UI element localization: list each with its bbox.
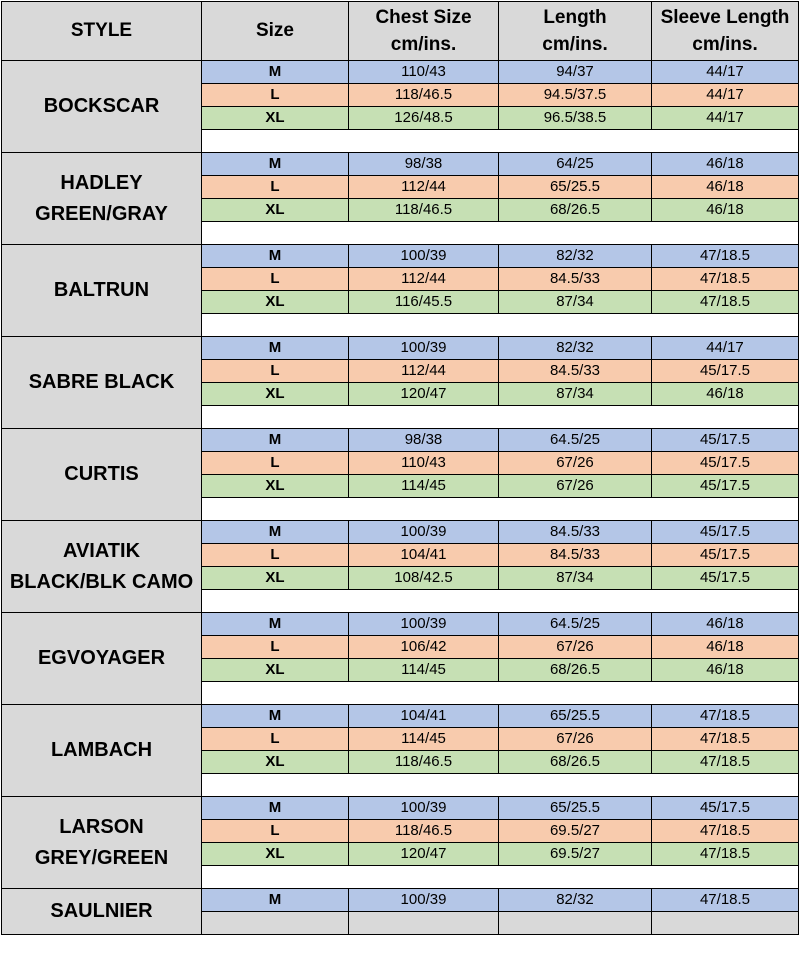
size-cell: L bbox=[202, 268, 349, 291]
chest-cell: 100/39 bbox=[349, 613, 499, 636]
header-sleeve bbox=[652, 2, 799, 61]
chest-cell: 112/44 bbox=[349, 360, 499, 383]
length-cell: 68/26.5 bbox=[499, 751, 652, 774]
header-length-line1: Length bbox=[543, 7, 607, 28]
size-cell: XL bbox=[202, 659, 349, 682]
spacer-cell bbox=[202, 774, 799, 797]
chest-cell: 118/46.5 bbox=[349, 751, 499, 774]
length-cell: 67/26 bbox=[499, 636, 652, 659]
style-name-cell bbox=[2, 797, 202, 889]
chest-cell: 100/39 bbox=[349, 245, 499, 268]
sleeve-cell: 47/18.5 bbox=[652, 889, 799, 912]
length-cell: 84.5/33 bbox=[499, 360, 652, 383]
length-cell: 67/26 bbox=[499, 475, 652, 498]
length-cell: 87/34 bbox=[499, 567, 652, 590]
header-row bbox=[2, 2, 799, 61]
chest-cell: 100/39 bbox=[349, 797, 499, 820]
size-cell: L bbox=[202, 636, 349, 659]
length-cell: 69.5/27 bbox=[499, 843, 652, 866]
sleeve-cell: 44/17 bbox=[652, 61, 799, 84]
sleeve-cell: 45/17.5 bbox=[652, 521, 799, 544]
length-cell: 87/34 bbox=[499, 291, 652, 314]
header-sleeve-line1: Sleeve Length bbox=[660, 7, 790, 28]
sleeve-cell: 47/18.5 bbox=[652, 843, 799, 866]
size-cell: XL bbox=[202, 291, 349, 314]
size-cell: L bbox=[202, 176, 349, 199]
style-name-cell bbox=[2, 245, 202, 337]
length-cell: 64.5/25 bbox=[499, 429, 652, 452]
sleeve-cell: 45/17.5 bbox=[652, 544, 799, 567]
header-chest-line1: Chest Size bbox=[375, 7, 472, 28]
length-cell: 94.5/37.5 bbox=[499, 84, 652, 107]
style-name-cell bbox=[2, 61, 202, 153]
chest-cell: 126/48.5 bbox=[349, 107, 499, 130]
sleeve-cell: 47/18.5 bbox=[652, 728, 799, 751]
size-cell: XL bbox=[202, 843, 349, 866]
spacer-cell bbox=[202, 498, 799, 521]
chest-cell: 104/41 bbox=[349, 705, 499, 728]
style-name-line: GREEN/GRAY bbox=[35, 202, 168, 225]
size-cell: XL bbox=[202, 107, 349, 130]
size-cell: L bbox=[202, 360, 349, 383]
header-length bbox=[499, 2, 652, 61]
header-length-line2: cm/ins. bbox=[542, 34, 608, 55]
length-cell: 68/26.5 bbox=[499, 199, 652, 222]
chest-cell: 120/47 bbox=[349, 843, 499, 866]
spacer-cell bbox=[202, 912, 349, 935]
length-cell: 94/37 bbox=[499, 61, 652, 84]
chest-cell: 114/45 bbox=[349, 728, 499, 751]
chest-cell: 100/39 bbox=[349, 337, 499, 360]
size-cell: M bbox=[202, 337, 349, 360]
length-cell: 65/25.5 bbox=[499, 705, 652, 728]
style-name-cell bbox=[2, 337, 202, 429]
size-cell: XL bbox=[202, 383, 349, 406]
sleeve-cell: 45/17.5 bbox=[652, 452, 799, 475]
sleeve-cell: 44/17 bbox=[652, 107, 799, 130]
sleeve-cell: 45/17.5 bbox=[652, 475, 799, 498]
sleeve-cell: 47/18.5 bbox=[652, 751, 799, 774]
sleeve-cell: 44/17 bbox=[652, 84, 799, 107]
size-cell: L bbox=[202, 820, 349, 843]
spacer-cell bbox=[202, 866, 799, 889]
chest-cell: 112/44 bbox=[349, 268, 499, 291]
sleeve-cell: 47/18.5 bbox=[652, 291, 799, 314]
table-row bbox=[2, 613, 799, 636]
style-name-line: GREY/GREEN bbox=[34, 846, 169, 869]
chest-cell: 110/43 bbox=[349, 61, 499, 84]
sleeve-cell: 46/18 bbox=[652, 659, 799, 682]
style-name-line: CURTIS bbox=[64, 463, 139, 485]
chest-cell: 112/44 bbox=[349, 176, 499, 199]
size-cell: XL bbox=[202, 199, 349, 222]
size-cell: M bbox=[202, 245, 349, 268]
length-cell: 67/26 bbox=[499, 452, 652, 475]
length-cell: 96.5/38.5 bbox=[499, 107, 652, 130]
length-cell: 69.5/27 bbox=[499, 820, 652, 843]
chest-cell: 106/42 bbox=[349, 636, 499, 659]
style-name-cell bbox=[2, 153, 202, 245]
length-cell: 67/26 bbox=[499, 728, 652, 751]
spacer-cell bbox=[349, 912, 499, 935]
size-cell: M bbox=[202, 613, 349, 636]
sleeve-cell: 46/18 bbox=[652, 199, 799, 222]
length-cell: 64/25 bbox=[499, 153, 652, 176]
size-cell: M bbox=[202, 153, 349, 176]
length-cell: 82/32 bbox=[499, 245, 652, 268]
style-name-cell bbox=[2, 429, 202, 521]
size-cell: M bbox=[202, 61, 349, 84]
chest-cell: 100/39 bbox=[349, 521, 499, 544]
chest-cell: 114/45 bbox=[349, 659, 499, 682]
sleeve-cell: 47/18.5 bbox=[652, 245, 799, 268]
table-body bbox=[2, 61, 799, 935]
sleeve-cell: 47/18.5 bbox=[652, 820, 799, 843]
sleeve-cell: 46/18 bbox=[652, 636, 799, 659]
header-style: STYLE bbox=[2, 2, 202, 61]
table-row bbox=[2, 61, 799, 84]
size-cell: M bbox=[202, 705, 349, 728]
style-name-line: EGVOYAGER bbox=[37, 647, 166, 669]
chest-cell: 108/42.5 bbox=[349, 567, 499, 590]
style-name-line: SAULNIER bbox=[50, 900, 153, 922]
style-name-line: LAMBACH bbox=[50, 739, 153, 761]
sleeve-cell: 46/18 bbox=[652, 153, 799, 176]
size-cell: L bbox=[202, 84, 349, 107]
size-cell: M bbox=[202, 521, 349, 544]
table-row bbox=[2, 245, 799, 268]
style-name-line: BLACK/BLK CAMO bbox=[9, 570, 194, 593]
length-cell: 68/26.5 bbox=[499, 659, 652, 682]
size-cell: XL bbox=[202, 567, 349, 590]
chest-cell: 104/41 bbox=[349, 544, 499, 567]
length-cell: 82/32 bbox=[499, 337, 652, 360]
sleeve-cell: 46/18 bbox=[652, 383, 799, 406]
table-row bbox=[2, 153, 799, 176]
length-cell: 64.5/25 bbox=[499, 613, 652, 636]
sleeve-cell: 47/18.5 bbox=[652, 705, 799, 728]
sleeve-cell: 45/17.5 bbox=[652, 429, 799, 452]
chest-cell: 98/38 bbox=[349, 429, 499, 452]
length-cell: 84.5/33 bbox=[499, 521, 652, 544]
chest-cell: 118/46.5 bbox=[349, 84, 499, 107]
length-cell: 65/25.5 bbox=[499, 176, 652, 199]
sleeve-cell: 46/18 bbox=[652, 613, 799, 636]
length-cell: 82/32 bbox=[499, 889, 652, 912]
style-name-line: HADLEY bbox=[60, 171, 143, 194]
size-cell: L bbox=[202, 452, 349, 475]
sleeve-cell: 47/18.5 bbox=[652, 268, 799, 291]
style-name-line: SABRE BLACK bbox=[28, 371, 175, 393]
header-chest bbox=[349, 2, 499, 61]
size-cell: XL bbox=[202, 751, 349, 774]
length-cell: 84.5/33 bbox=[499, 268, 652, 291]
style-name-cell bbox=[2, 613, 202, 705]
style-name-line: LARSON bbox=[59, 815, 144, 838]
sleeve-cell: 45/17.5 bbox=[652, 360, 799, 383]
spacer-cell bbox=[202, 590, 799, 613]
spacer-cell bbox=[202, 682, 799, 705]
spacer-cell bbox=[499, 912, 652, 935]
spacer-cell bbox=[202, 406, 799, 429]
sleeve-cell: 45/17.5 bbox=[652, 797, 799, 820]
table-row bbox=[2, 797, 799, 820]
style-name-line: BOCKSCAR bbox=[43, 95, 160, 117]
sleeve-cell: 45/17.5 bbox=[652, 567, 799, 590]
spacer-cell bbox=[202, 222, 799, 245]
header-size: Size bbox=[202, 2, 349, 61]
spacer-cell bbox=[202, 130, 799, 153]
size-cell: M bbox=[202, 429, 349, 452]
table-row bbox=[2, 337, 799, 360]
header-chest-line2: cm/ins. bbox=[390, 34, 457, 55]
length-cell: 84.5/33 bbox=[499, 544, 652, 567]
chest-cell: 110/43 bbox=[349, 452, 499, 475]
table-row bbox=[2, 429, 799, 452]
chest-cell: 118/46.5 bbox=[349, 820, 499, 843]
style-name-cell bbox=[2, 521, 202, 613]
chest-cell: 120/47 bbox=[349, 383, 499, 406]
table-row bbox=[2, 705, 799, 728]
chest-cell: 98/38 bbox=[349, 153, 499, 176]
size-cell: L bbox=[202, 544, 349, 567]
table-row bbox=[2, 521, 799, 544]
size-cell: XL bbox=[202, 475, 349, 498]
length-cell: 65/25.5 bbox=[499, 797, 652, 820]
length-cell: 87/34 bbox=[499, 383, 652, 406]
chest-cell: 114/45 bbox=[349, 475, 499, 498]
style-name-line: BALTRUN bbox=[53, 279, 150, 301]
chest-cell: 118/46.5 bbox=[349, 199, 499, 222]
size-table bbox=[1, 1, 799, 935]
header-sleeve-line2: cm/ins. bbox=[692, 34, 758, 55]
chest-cell: 100/39 bbox=[349, 889, 499, 912]
sleeve-cell: 46/18 bbox=[652, 176, 799, 199]
size-cell: L bbox=[202, 728, 349, 751]
style-name-cell bbox=[2, 889, 202, 935]
chest-cell: 116/45.5 bbox=[349, 291, 499, 314]
size-cell: M bbox=[202, 889, 349, 912]
style-name-line: AVIATIK bbox=[62, 539, 141, 562]
sleeve-cell: 44/17 bbox=[652, 337, 799, 360]
size-cell: M bbox=[202, 797, 349, 820]
spacer-cell bbox=[202, 314, 799, 337]
spacer-cell bbox=[652, 912, 799, 935]
style-name-cell bbox=[2, 705, 202, 797]
table-row bbox=[2, 889, 799, 912]
